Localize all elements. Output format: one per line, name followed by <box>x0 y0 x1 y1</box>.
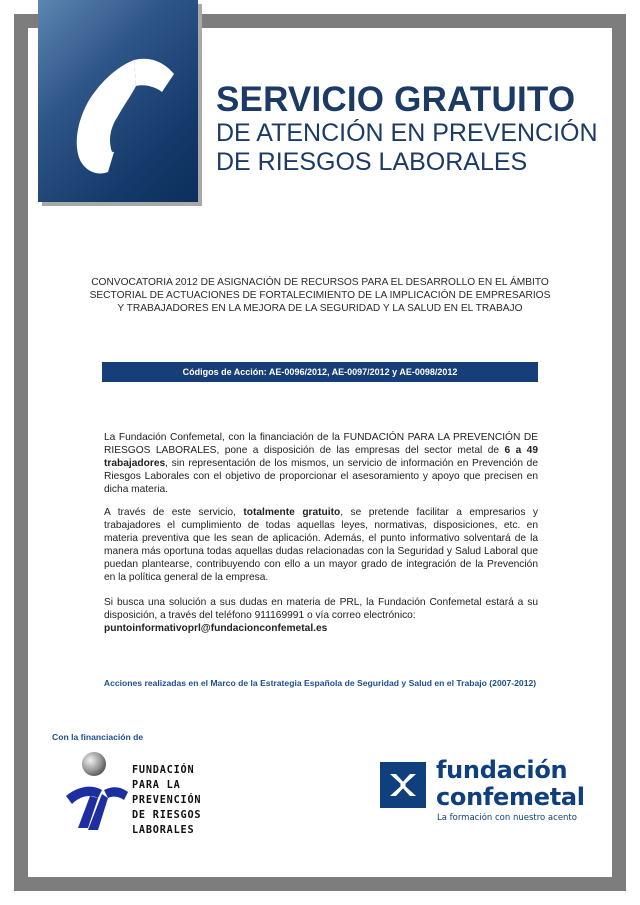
convocatoria-text <box>70 276 570 315</box>
confemetal-name-line-2: confemetal <box>436 783 585 811</box>
phone-block <box>38 0 198 202</box>
paragraph-1-start: La Fundación Confemetal, con la financiación de la FUNDACIÓN PARA LA PREVENCIÓN DE RIESGOS LABORALES, pone a disposición de las empresas del sector metal de <box>104 432 538 456</box>
paragraph-1 <box>104 431 538 496</box>
confemetal-logo-icon <box>380 762 426 808</box>
paragraph-2-start: A través de este servicio, <box>104 507 244 518</box>
paragraph-3 <box>104 596 538 635</box>
convocatoria-line-1: CONVOCATORIA 2012 DE ASIGNACIÓN DE RECURSOS PARA EL DESARROLLO EN EL ÁMBITO <box>91 277 549 288</box>
fprl-logo-icon <box>58 750 138 840</box>
paragraph-2-end: , se pretende facilitar a empresarios y trabajadores el cumplimiento de todas aquellas leyes, normativas, disposiciones, etc. en materia preventiva que les sean de aplicación. Además, el punto informativo solventará de la manera más oportuna todas aquellas dudas relacionadas con la Seguridad y Salud Laboral que puedan plantearse, contribuyendo con ello a un mayor grado de integración de la Prevención en la política general de la empresa. <box>104 507 538 583</box>
fprl-line-4: DE RIESGOS <box>132 810 202 821</box>
fprl-line-2: PARA LA <box>132 780 181 791</box>
confemetal-slogan: La formación con nuestro acento <box>437 813 577 823</box>
title-main: SERVICIO GRATUITO <box>216 80 576 119</box>
paragraph-2 <box>104 506 538 584</box>
fprl-logo-text <box>132 763 252 838</box>
paragraph-3-text: Si busca una solución a sus dudas en materia de PRL, la Fundación Confemetal estará a su disposición, a través del teléfono 911169991 o vía correo electrónico: <box>104 597 538 621</box>
fprl-line-5: LABORALES <box>132 825 195 836</box>
paragraph-1-bold: 6 a 49 trabajadores <box>104 445 539 469</box>
fprl-line-1: FUNDACIÓN <box>132 765 195 776</box>
financing-label: Con la financiación de <box>52 732 144 742</box>
title-subline-2: DE RIESGOS LABORALES <box>216 148 528 176</box>
paragraph-2-bold: totalmente gratuito <box>243 507 341 518</box>
phone-icon <box>38 0 198 202</box>
paragraph-1-end: , sin representación de los mismos, un servicio de información en Prevención de Riesgos Laborales con el objetivo de proporcionar el asesoramiento y apoyo que precisen en dicha materia. <box>104 458 538 495</box>
confemetal-name-line-1: fundación <box>436 756 568 784</box>
fprl-line-3: PREVENCIÓN <box>132 795 202 806</box>
confemetal-name <box>436 757 596 811</box>
action-codes-bar: Códigos de Acción: AE-0096/2012, AE-0097/2012 y AE-0098/2012 <box>102 362 538 382</box>
title-subline-1: DE ATENCIÓN EN PREVENCIÓN <box>216 119 598 147</box>
convocatoria-line-3: Y TRABAJADORES EN LA MEJORA DE LA SEGURIDAD Y LA SALUD EN EL TRABAJO <box>117 303 523 314</box>
contact-email-link[interactable]: puntoinformativoprl@fundacionconfemetal.es <box>104 623 328 634</box>
acciones-note: Acciones realizadas en el Marco de la Estrategia Española de Seguridad y Salud en el Trabajo (2007-2012) <box>103 678 537 688</box>
convocatoria-line-2: SECTORIAL DE ACTUACIONES DE FORTALECIMIENTO DE LA IMPLICACIÓN DE EMPRESARIOS <box>89 290 551 301</box>
